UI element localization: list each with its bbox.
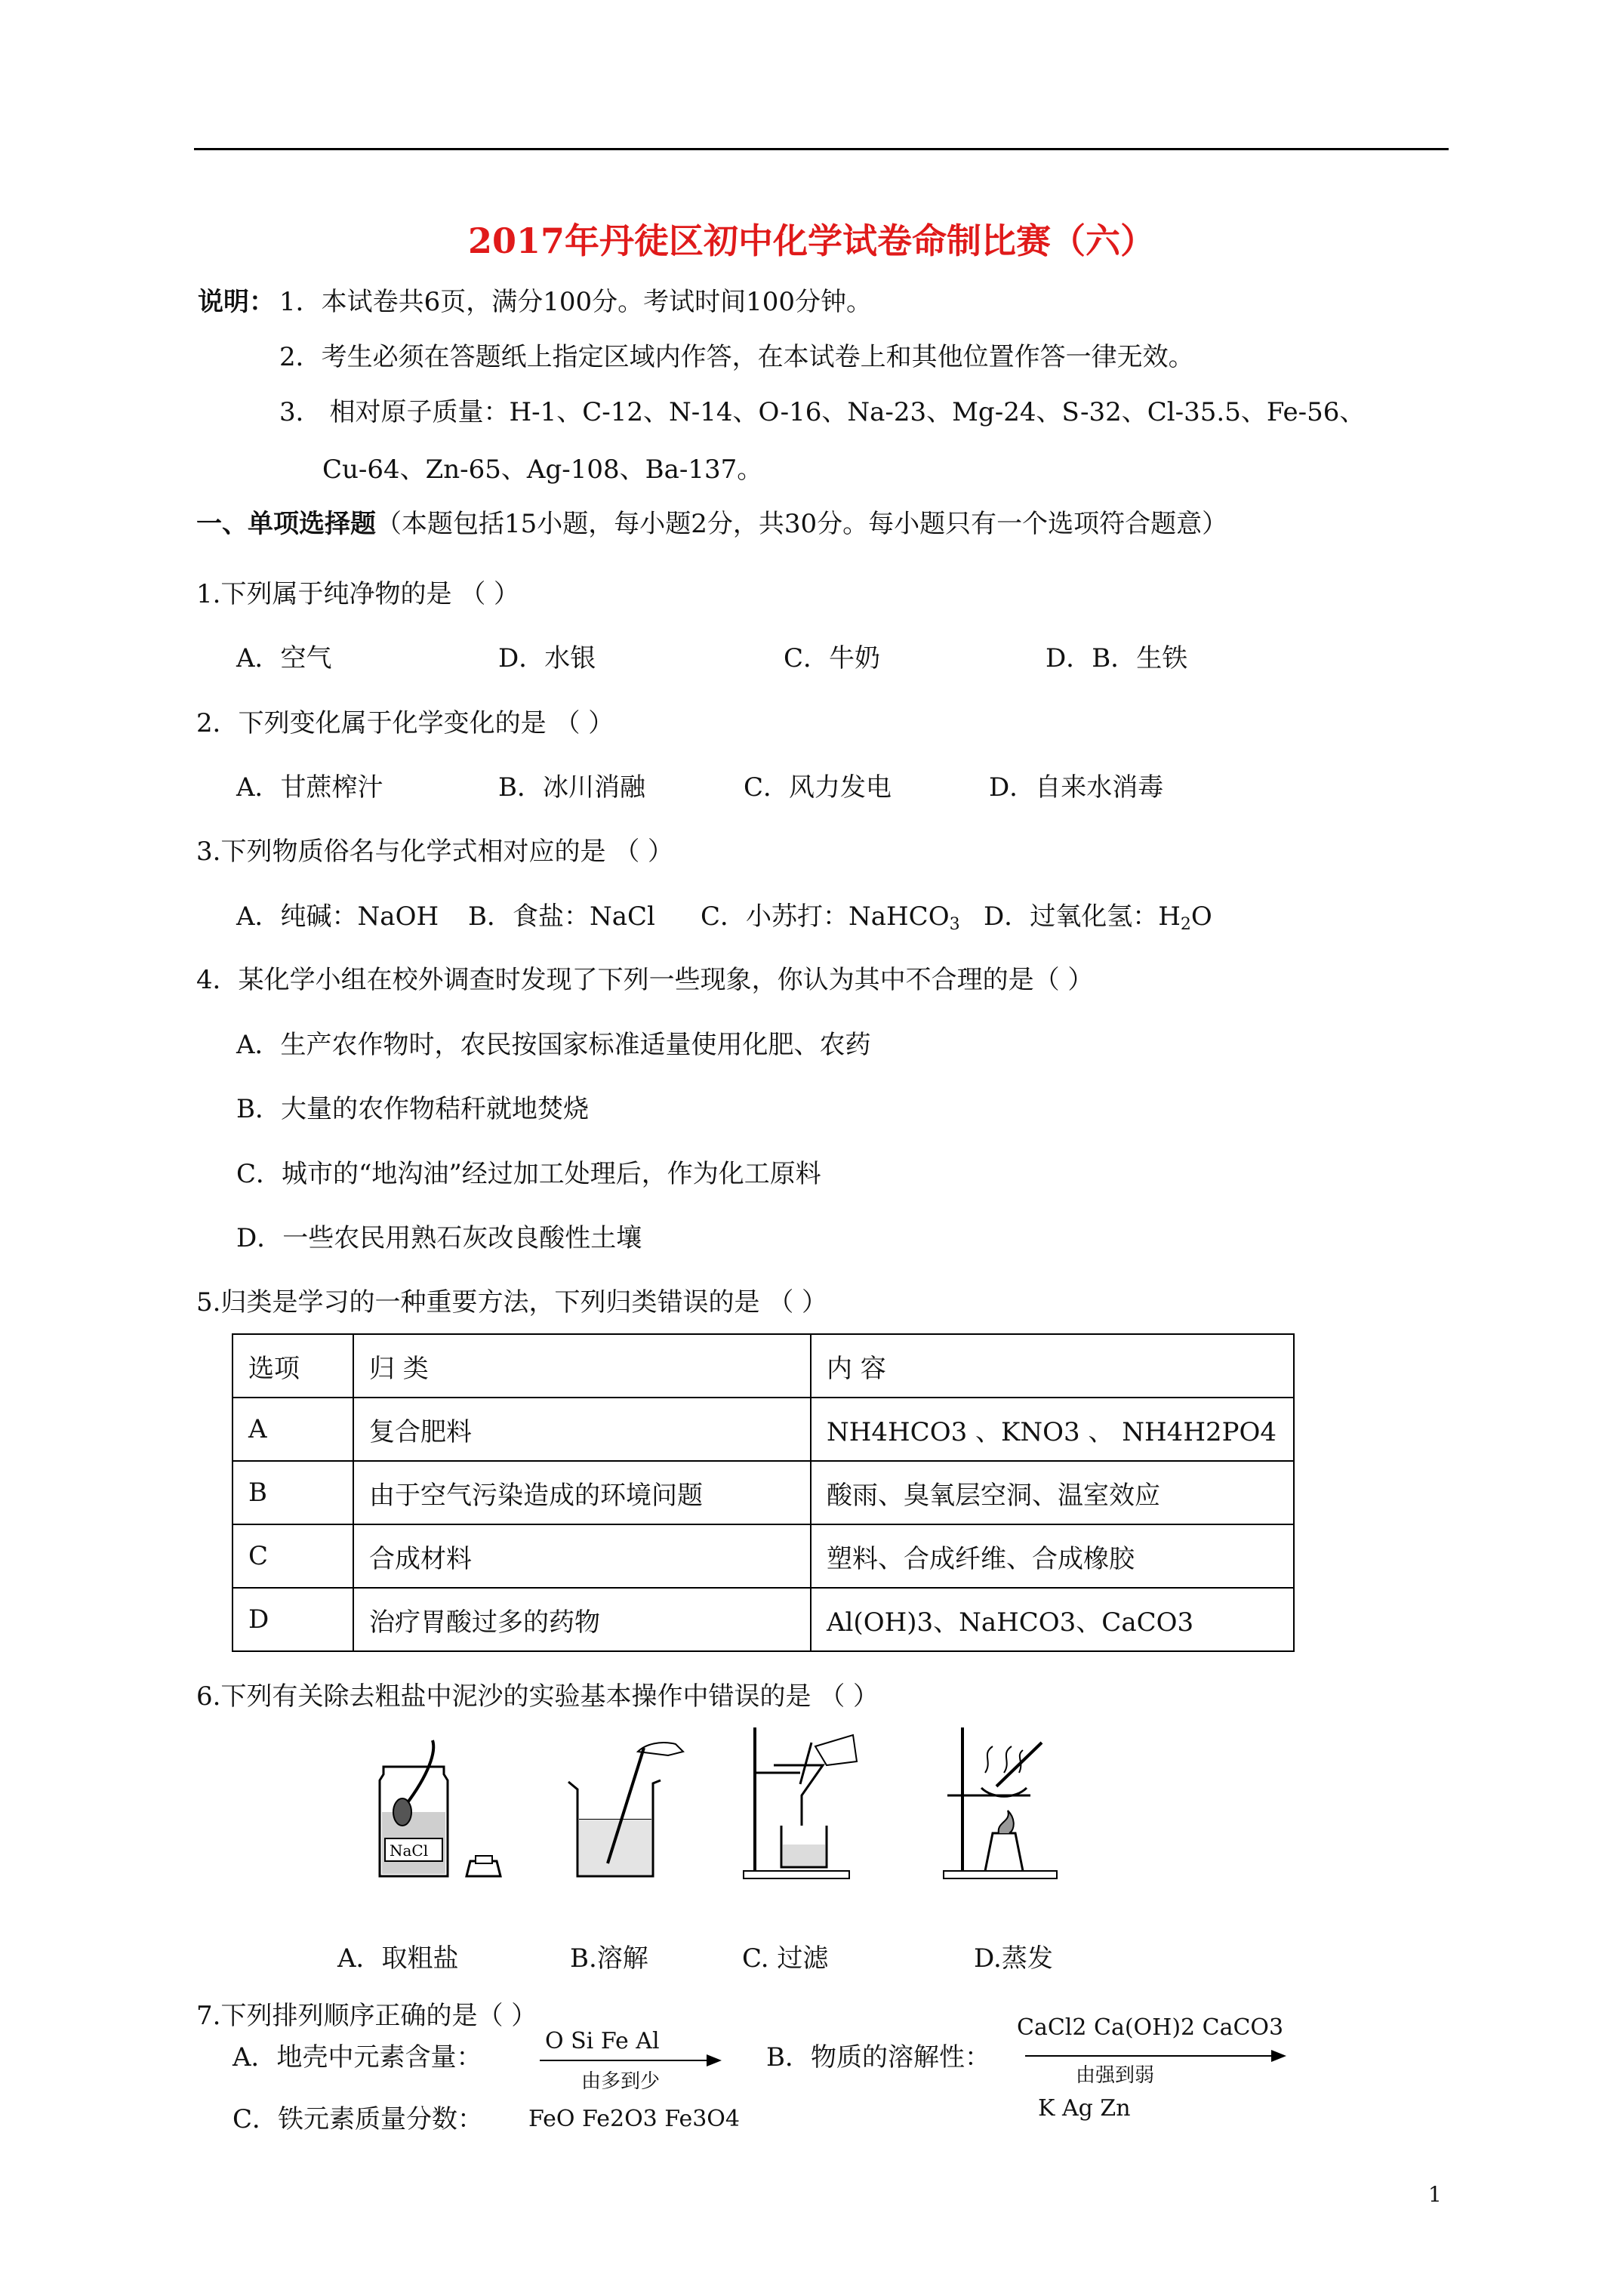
q4-option-b: B．大量的农作物秸秆就地焚烧	[236, 1094, 589, 1124]
q4-stem: 4．某化学小组在校外调查时发现了下列一些现象，你认为其中不合理的是（ ）	[196, 965, 1094, 995]
table-row	[233, 1398, 1294, 1461]
jar-label: NaCl	[390, 1841, 429, 1860]
q4-option-c: C．城市的“地沟油”经过加工处理后，作为化工原料	[236, 1159, 821, 1189]
q1-option-b: D．水银	[498, 643, 596, 673]
table-cell: Al(OH)3、NaHCO3、CaCO3	[811, 1588, 1294, 1651]
q1-option-a: A．空气	[236, 643, 332, 673]
q2-option-c: C．风力发电	[744, 772, 892, 803]
classification-table	[232, 1333, 1295, 1652]
table-row	[233, 1461, 1294, 1524]
page-title: 2017年丹徒区初中化学试卷命制比赛（六）	[467, 220, 1156, 261]
page-number: 1	[1428, 2182, 1442, 2207]
table-header-cell: 归 类	[353, 1334, 811, 1398]
q2-stem: 2．下列变化属于化学变化的是 （ ）	[196, 708, 614, 738]
q7-b-arrow-label: 由强到弱	[1076, 2064, 1155, 2087]
table-cell: 合成材料	[353, 1524, 811, 1588]
q6-stem: 6.下列有关除去粗盐中泥沙的实验基本操作中错误的是 （ ）	[196, 1681, 879, 1712]
notes-label: 说明：	[198, 287, 275, 317]
q7-b-arrow-line	[1025, 2055, 1274, 2057]
note-3-continued: Cu-64、Zn-65、Ag-108、Ba-137。	[322, 455, 763, 485]
q1-option-d: D．B．生铁	[1046, 643, 1188, 673]
section-heading	[196, 509, 1227, 539]
q1-option-c: C．牛奶	[784, 643, 881, 673]
table-cell: C	[233, 1524, 353, 1588]
table-cell: 由于空气污染造成的环境问题	[353, 1461, 811, 1524]
table-cell: 治疗胃酸过多的药物	[353, 1588, 811, 1651]
q7-d-sequence: K Ag Zn	[1038, 2095, 1131, 2122]
table-cell: D	[233, 1588, 353, 1651]
q4-option-a: A．生产农作物时，农民按国家标准适量使用化肥、农药	[236, 1030, 871, 1060]
table-cell: 复合肥料	[353, 1398, 811, 1461]
dissolve-illustration	[562, 1737, 691, 1888]
table-cell: B	[233, 1461, 353, 1524]
q6-label-c: C. 过滤	[742, 1943, 829, 1974]
q3-option-d-sub: 2	[1180, 915, 1191, 934]
q3-option-a: A．纯碱：NaOH	[236, 901, 439, 932]
q7-a-arrow-label: 由多到少	[581, 2070, 661, 2093]
table-row	[233, 1524, 1294, 1588]
q4-option-d: D．一些农民用熟石灰改良酸性土壤	[236, 1223, 642, 1253]
q3-option-d-text: D．过氧化氢：H	[984, 901, 1181, 932]
q2-option-a: A．甘蔗榨汁	[236, 772, 383, 803]
evaporation-illustration	[940, 1720, 1068, 1886]
q2-option-d: D．自来水消毒	[989, 772, 1164, 803]
q1-stem: 1.下列属于纯净物的是 （ ）	[196, 579, 520, 609]
table-cell: NH4HCO3 、KNO3 、 NH4H2PO4	[811, 1398, 1294, 1461]
q7-a-sequence: O Si Fe Al	[545, 2028, 660, 2054]
section-heading-title: 一、单项选择题	[196, 509, 376, 539]
q6-label-d: D.蒸发	[974, 1943, 1053, 1974]
note-2: 2．考生必须在答题纸上指定区域内作答，在本试卷上和其他位置作答一律无效。	[279, 342, 1194, 372]
header-rule	[194, 148, 1449, 150]
q7-c-sequence: FeO Fe2O3 Fe3O4	[528, 2106, 740, 2132]
table-cell: 酸雨、臭氧层空洞、温室效应	[811, 1461, 1294, 1524]
q7-option-b: B．物质的溶解性：	[766, 2042, 990, 2073]
q7-a-arrow-line	[540, 2060, 710, 2061]
table-cell: A	[233, 1398, 353, 1461]
q7-option-a: A．地壳中元素含量：	[233, 2042, 482, 2073]
q3-option-c-text: C．小苏打：NaHCO	[701, 901, 950, 932]
table-row	[233, 1588, 1294, 1651]
q3-stem: 3.下列物质俗名与化学式相对应的是 （ ）	[196, 837, 674, 867]
q6-label-a: A．取粗盐	[337, 1943, 459, 1974]
q3-option-d-tail: O	[1190, 901, 1212, 932]
q5-stem: 5.归类是学习的一种重要方法，下列归类错误的是 （ ）	[196, 1287, 828, 1318]
q6-label-b: B.溶解	[570, 1943, 648, 1974]
table-header-cell: 内 容	[811, 1334, 1294, 1398]
table-cell: 塑料、合成纤维、合成橡胶	[811, 1524, 1294, 1588]
q7-option-c: C．铁元素质量分数：	[233, 2104, 484, 2134]
note-3: 3． 相对原子质量：H-1、C-12、N-14、O-16、Na-23、Mg-24、S-32、Cl-35.5、Fe-56、	[279, 397, 1366, 427]
q3-option-c-sub: 3	[949, 915, 960, 934]
table-header-row	[233, 1334, 1294, 1398]
take-salt-illustration	[361, 1737, 527, 1888]
q3-option-b: B．食盐：NaCl	[468, 901, 655, 932]
q3-option-d	[984, 901, 1212, 940]
filtration-illustration	[740, 1720, 868, 1886]
q7-b-sequence: CaCl2 Ca(OH)2 CaCO3	[1017, 2014, 1284, 2041]
q7-b-arrow-head-icon	[1271, 2050, 1286, 2062]
note-1: 1．本试卷共6页，满分100分。考试时间100分钟。	[279, 287, 873, 317]
q2-option-b: B．冰川消融	[498, 772, 645, 803]
q7-stem: 7.下列排列顺序正确的是（ ）	[196, 2001, 537, 2031]
section-heading-desc: （本题包括15小题，每小题2分，共30分。每小题只有一个选项符合题意）	[376, 509, 1228, 539]
table-header-cell: 选项	[233, 1334, 353, 1398]
q7-a-arrow-head-icon	[707, 2054, 722, 2066]
q3-option-c	[701, 901, 960, 940]
